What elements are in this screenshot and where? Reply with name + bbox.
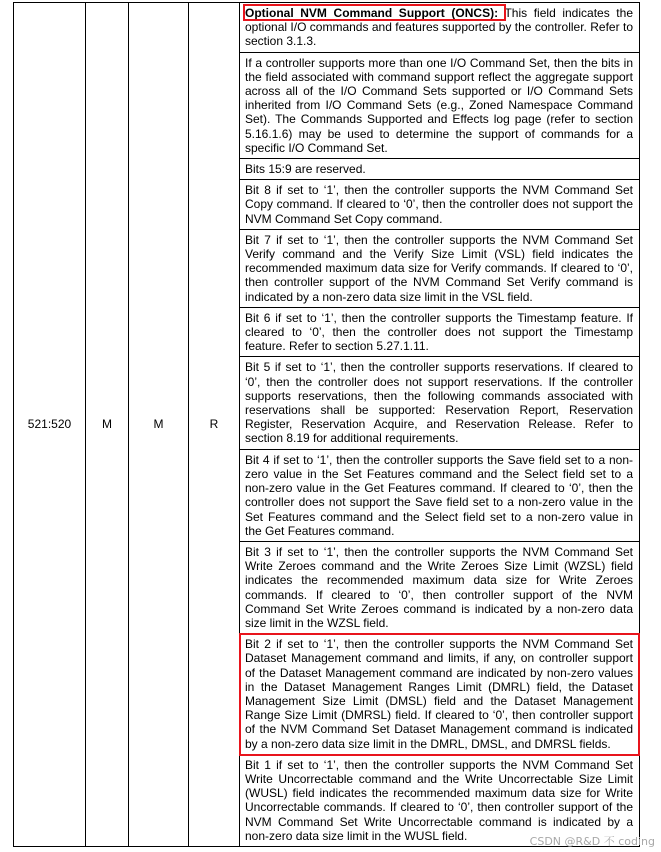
oncs-intro-paragraph — [240, 3, 639, 53]
bit-2-paragraph: Bit 2 if set to ‘1’, then the controller supports the NVM Command Set Dataset Management command and limits, if any, on controller support of the Dataset Management command are indicated by non-zero values in the Dataset Management Ranges Limit (DMRL) field, the Dataset Management Size Limit (DMSL) field and the Dataset Management Range Size Limit (DMRSL) field. If cleared to ‘0’, then controller support of the NVM Command Set Dataset Management command is indicated by a non-zero data size limit in the DMRL, DMSL, and DMRSL fields. — [240, 634, 639, 755]
oncs-field-title: Optional NVM Command Support (ONCS): — [245, 6, 499, 20]
field-definition-table — [13, 2, 640, 847]
spec-page — [13, 2, 639, 844]
requirement-cell-2: M — [129, 3, 189, 847]
bits-15-9-paragraph: Bits 15:9 are reserved. — [240, 159, 639, 180]
bit-7-paragraph: Bit 7 if set to ‘1’, then the controller supports the NVM Command Set Verify command and the Verify Size Limit (VSL) field indicates the recommended maximum data size for Verify commands. If cleared to ‘0’, then controller support of the NVM Command Set Verify command is indicated by a non-zero data size limit in the VSL field. — [240, 230, 639, 308]
bit-6-paragraph: Bit 6 if set to ‘1’, then the controller supports the Timestamp feature. If cleared to ‘0’, then the controller does not support the Timestamp feature. Refer to section 5.27.1.11. — [240, 308, 639, 358]
watermark: CSDN @R&D 不 coding — [529, 835, 655, 848]
bytes-cell: 521:520 — [14, 3, 86, 847]
bit-8-paragraph: Bit 8 if set to ‘1’, then the controller supports the NVM Command Set Copy command. If cleared to ‘0’, then the controller does not support the NVM Command Set Copy command. — [240, 180, 639, 230]
aggregate-support-paragraph: If a controller supports more than one I/O Command Set, then the bits in the field associated with command support reflect the aggregate support across all of the I/O Command Sets supported or I/O Command Sets inherited from I/O Command Sets (e.g., Zoned Namespace Command Set). The Commands Supported and Effects log page (refer to section 5.16.1.6) may be used to determine the support of commands for a specific I/O Command Set. — [240, 53, 639, 159]
requirement-cell-3: R — [189, 3, 240, 847]
bit-5-paragraph: Bit 5 if set to ‘1’, then the controller supports reservations. If cleared to ‘0’, then the controller does not support reservations. If the controller supports reservations, then the following commands associated with reservations shall be supported: Reservation Report, Reservation Register, Reservation Acquire, and Reservation Release. Refer to section 8.19 for additional requirements. — [240, 357, 639, 449]
oncs-intro-text: This field indicates the optional I/O commands and features supported by the controller. Refer to section 3.1.3. — [245, 6, 633, 49]
bit-3-paragraph: Bit 3 if set to ‘1’, then the controller supports the NVM Command Set Write Zeroes command and the Write Zeroes Size Limit (WZSL) field indicates the recommended maximum data size for Write Zeroes commands. If cleared to ‘0’, then controller support of the NVM Command Set Write Zeroes command is indicated by a non-zero data size limit in the WZSL field. — [240, 542, 639, 634]
bit-4-paragraph: Bit 4 if set to ‘1’, then the controller supports the Save field set to a non-zero value in the Set Features command and the Select field set to a non-zero value in the Get Features command. If cleared to ‘0’, then the controller does not support the Save field set to a non-zero value in the Set Features command and the Select field set to a non-zero value in the Get Features command. — [240, 450, 639, 542]
bit-1-paragraph: Bit 1 if set to ‘1’, then the controller supports the NVM Command Set Write Uncorrectable command and the Write Uncorrectable Size Limit (WUSL) field indicates the recommended maximum data size for Write Uncorrectable commands. If cleared to ‘0’, then controller support of the NVM Command Set Write Uncorrectable command is indicated by a non-zero data size limit in the WUSL field. — [245, 757, 633, 843]
table-row — [14, 3, 640, 847]
description-cell — [240, 3, 640, 847]
requirement-cell-1: M — [86, 3, 129, 847]
